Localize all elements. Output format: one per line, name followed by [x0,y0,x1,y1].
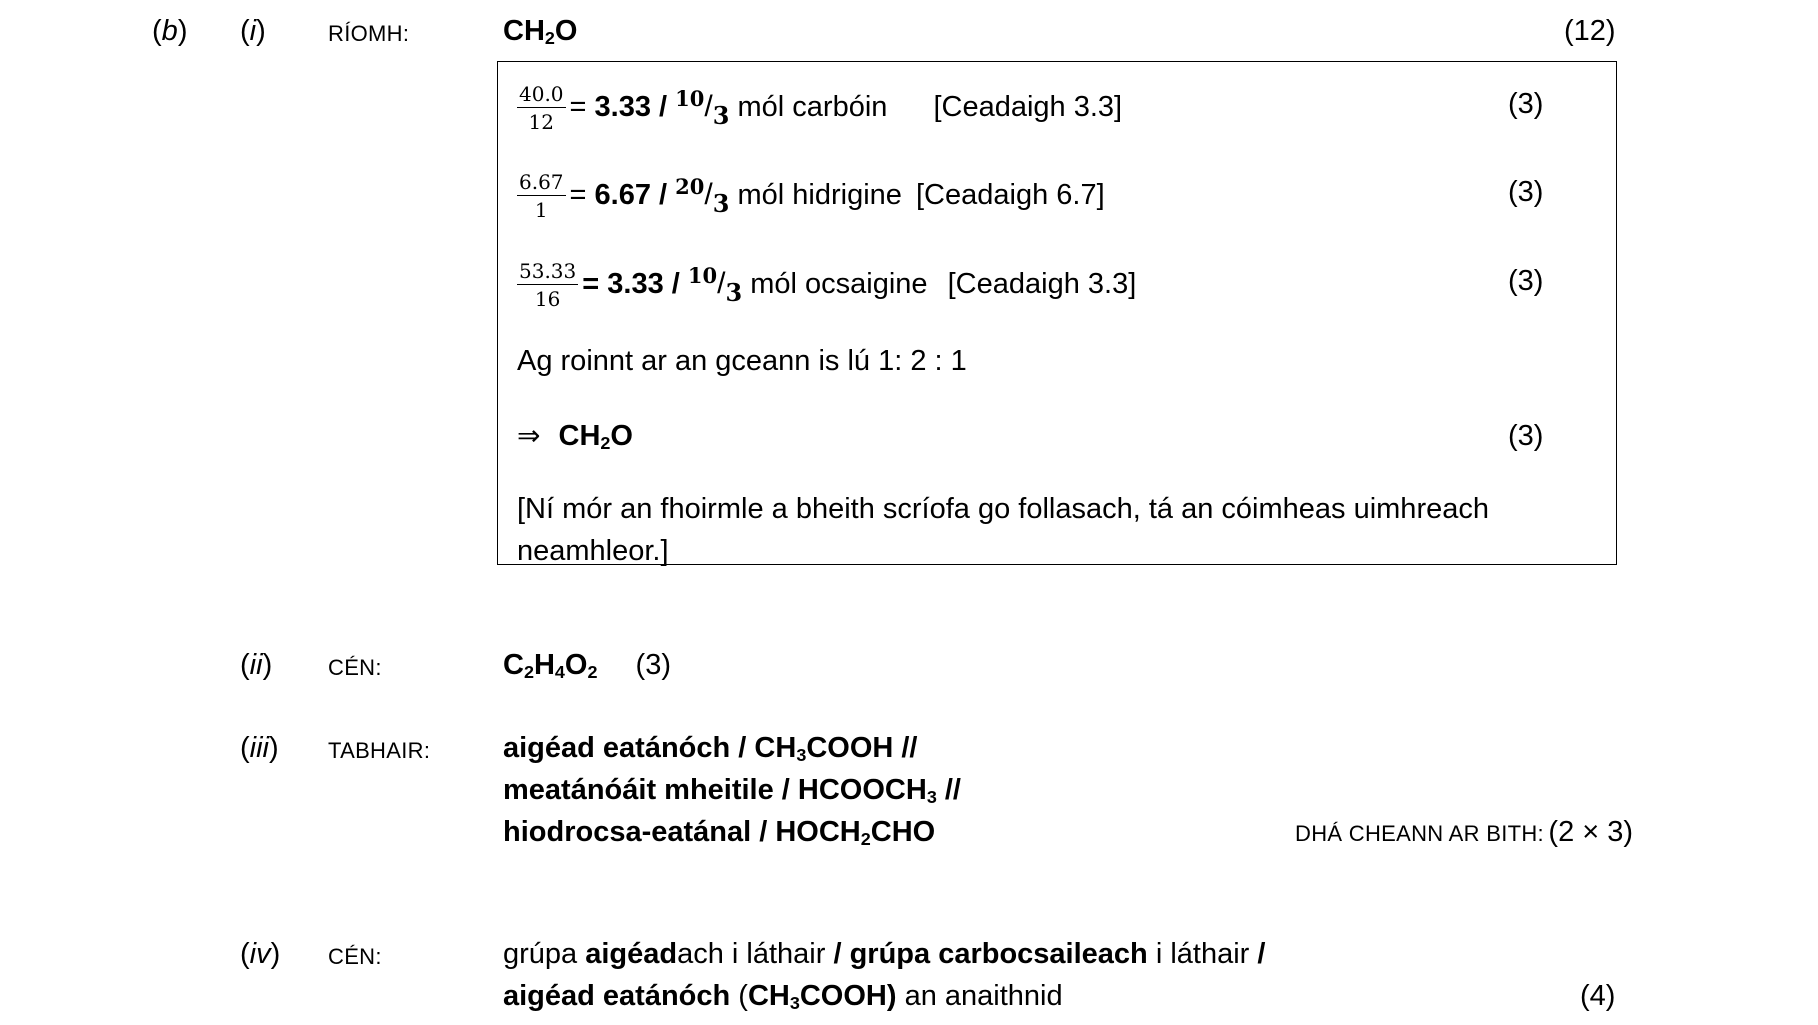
total-marks: (12) [1564,15,1616,47]
accept-note: [Ceadaigh 6.7] [915,179,1105,211]
ratio-line: Ag roinnt ar an gceann is lú 1: 2 : 1 [517,345,967,377]
calc-row-oxygen: $\frac{53.33}{16}$ = $3.33 / ^{10}/_3$ mól ocsaigine [Ceadaigh 3.3] [519,259,1137,312]
marks: (3) [1508,265,1544,297]
isomer-option-1: aigéad eatánóch / $CH_3COOH$ // [503,732,918,765]
calculation-box [497,61,1617,565]
accept-note: [Ceadaigh 3.3] [947,268,1137,300]
subpart-ii-label: (ii) [240,649,273,681]
marks: (3) [1508,420,1544,452]
observation-line-2: aigéad eatánóch $(CH_3COOH)$ an anaithnid [503,980,1063,1013]
instruction-give: TABHAIR: [328,738,431,763]
note-line-1: [Ní mór an fhoirmle a bheith scríofa go follasach, tá an cóimheas uimhreach [517,493,1489,525]
marks: (3) [1508,88,1544,120]
isomer-option-2: meatánóáit mheitile / $HCOOCH_3$ // [503,774,961,807]
result-line: ⇒ $CH_2O$ [517,419,633,453]
subpart-iii-label: (iii) [240,732,279,764]
observation-line-1: grúpa aigéadach i láthair / grúpa carbocsaileach i láthair / [503,938,1266,970]
isomer-option-3: hiodrocsa-eatánal / $HOCH_2CHO$ [503,816,936,849]
calc-row-hydrogen: $\frac{6.67}{1}$ = $6.67 / ^{20}/_3$ mól hidrigine [Ceadaigh 6.7] [519,170,1105,223]
part-label: (b) [152,15,188,47]
fraction: $\frac{53.33}{16}$ [519,259,577,312]
molecular-formula-answer: $C_2H_4O_2$ (3) [503,649,671,682]
any-two-marks: DHÁ CHEANN AR BITH: (2 × 3) [1295,816,1634,848]
instruction-find: CÉN: [328,655,382,680]
accept-note: [Ceadaigh 3.3] [933,91,1123,123]
instruction-find: CÉN: [328,944,382,969]
marks: (3) [1508,176,1544,208]
subpart-iv-label: (iv) [240,938,281,970]
calc-row-carbon: $\frac{40.0}{12}$ = $3.33 / ^{10}/_3$ mól carbóin [Ceadaigh 3.3] [519,82,1123,135]
implies-arrow-icon: ⇒ [517,419,541,452]
note-line-2: neamhleor.] [517,535,669,567]
instruction-calculate: RÍOMH: [328,21,410,46]
fraction: $\frac{40.0}{12}$ [519,82,564,135]
marks: (3) [635,649,671,681]
fraction: $\frac{6.67}{1}$ [519,170,564,223]
answer-empirical-formula: $CH_2O$ [503,15,578,48]
marks: (4) [1580,980,1616,1012]
subpart-i-label: (i) [240,15,266,47]
